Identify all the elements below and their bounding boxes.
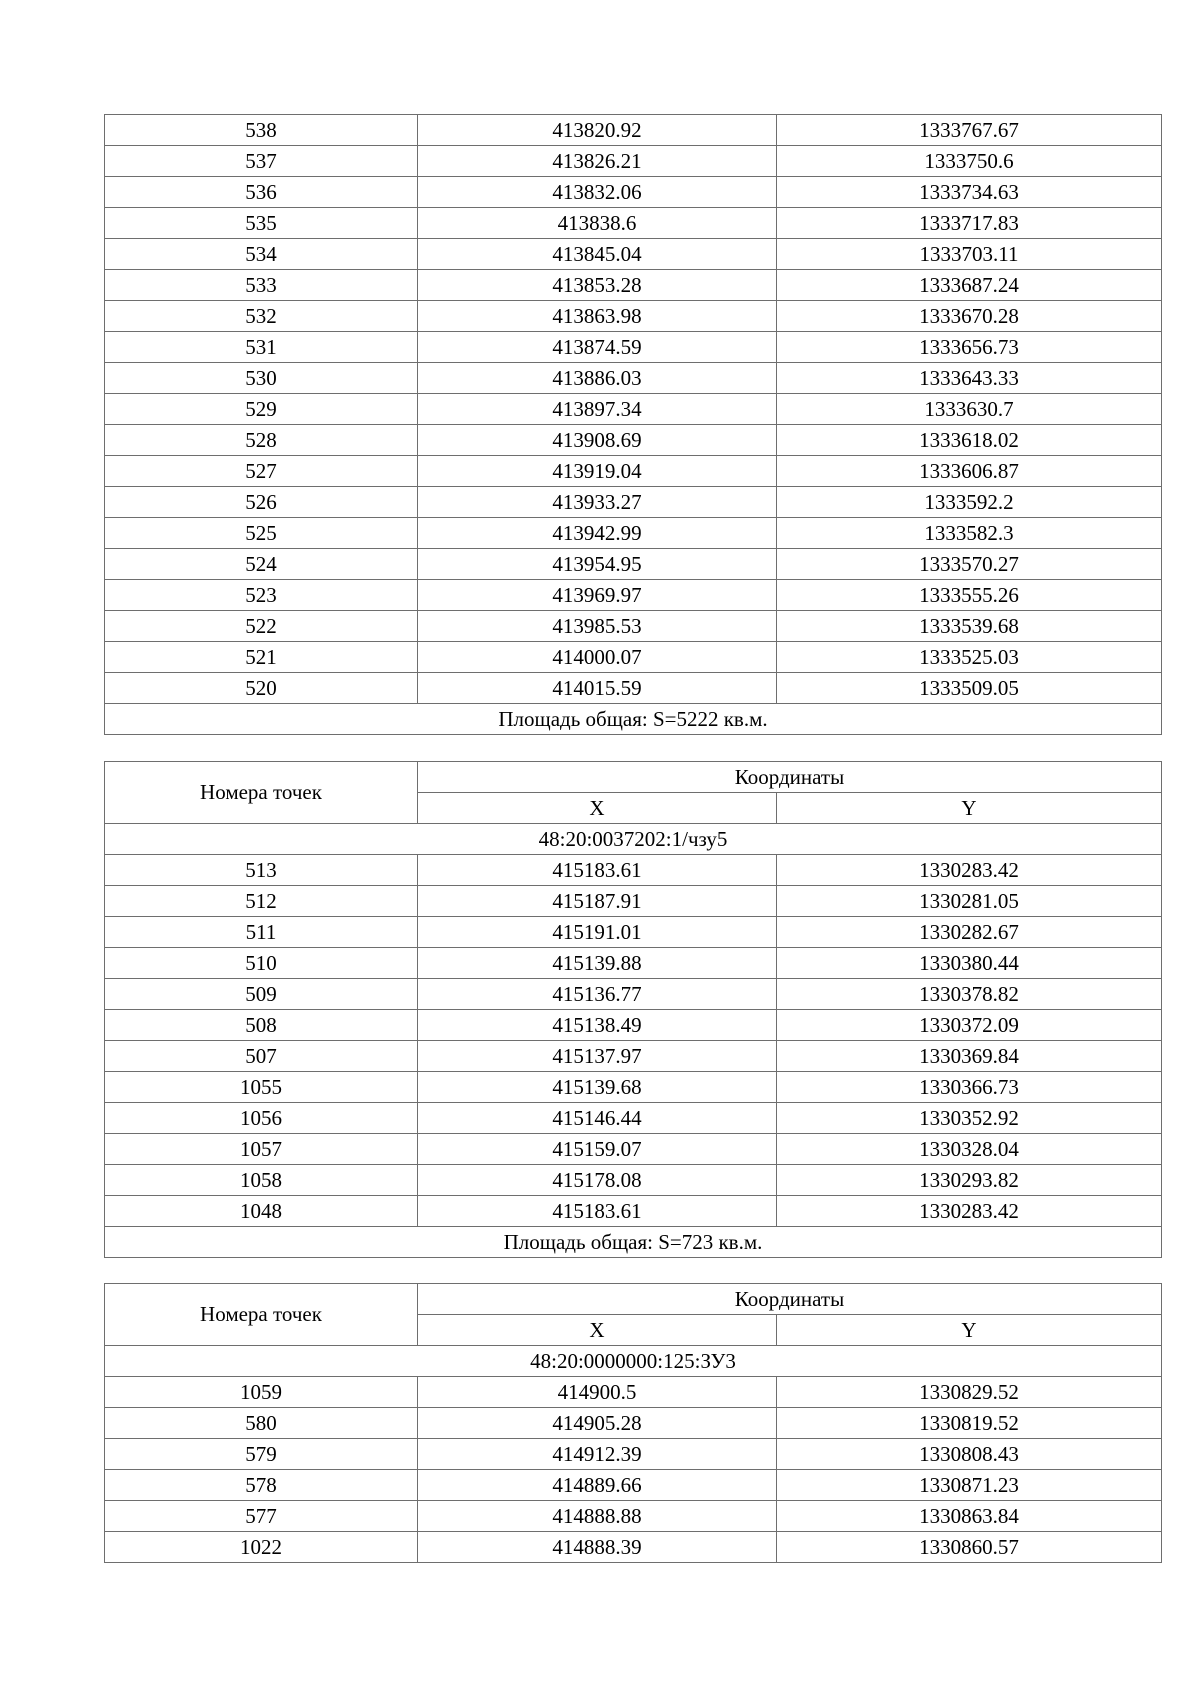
coord-x: 415178.08 xyxy=(418,1165,777,1196)
coord-x: 413969.97 xyxy=(418,580,777,611)
coord-x: 414888.39 xyxy=(418,1532,777,1563)
table-row xyxy=(105,917,1162,948)
table-1-total-row xyxy=(105,704,1162,735)
coord-x: 413954.95 xyxy=(418,549,777,580)
coord-y: 1333717.83 xyxy=(777,208,1162,239)
point-number: 537 xyxy=(105,146,418,177)
table-row xyxy=(105,580,1162,611)
coord-y: 1333606.87 xyxy=(777,456,1162,487)
point-number: 580 xyxy=(105,1408,418,1439)
coord-x: 415137.97 xyxy=(418,1041,777,1072)
coord-y: 1330283.42 xyxy=(777,855,1162,886)
table-3-header-row xyxy=(105,1284,1162,1315)
coord-x: 413985.53 xyxy=(418,611,777,642)
coord-x: 413919.04 xyxy=(418,456,777,487)
header-coordinates: Координаты xyxy=(418,762,1162,793)
coord-y: 1330829.52 xyxy=(777,1377,1162,1408)
table-2-total-row xyxy=(105,1227,1162,1258)
table-row xyxy=(105,979,1162,1010)
header-point-numbers: Номера точек xyxy=(105,1284,418,1346)
table-row xyxy=(105,177,1162,208)
point-number: 513 xyxy=(105,855,418,886)
coord-y: 1333555.26 xyxy=(777,580,1162,611)
point-number: 522 xyxy=(105,611,418,642)
coord-y: 1333750.6 xyxy=(777,146,1162,177)
table-row xyxy=(105,673,1162,704)
coord-y: 1333767.67 xyxy=(777,115,1162,146)
coord-y: 1330819.52 xyxy=(777,1408,1162,1439)
point-number: 1059 xyxy=(105,1377,418,1408)
point-number: 1048 xyxy=(105,1196,418,1227)
point-number: 1055 xyxy=(105,1072,418,1103)
point-number: 577 xyxy=(105,1501,418,1532)
coord-x: 413832.06 xyxy=(418,177,777,208)
coord-y: 1333570.27 xyxy=(777,549,1162,580)
coord-x: 414888.88 xyxy=(418,1501,777,1532)
coord-x: 415159.07 xyxy=(418,1134,777,1165)
header-point-numbers: Номера точек xyxy=(105,762,418,824)
table-2-body xyxy=(105,855,1162,1227)
coord-x: 413886.03 xyxy=(418,363,777,394)
point-number: 525 xyxy=(105,518,418,549)
coord-y: 1333656.73 xyxy=(777,332,1162,363)
table-2-header-row xyxy=(105,762,1162,793)
coord-x: 415187.91 xyxy=(418,886,777,917)
coord-x: 413933.27 xyxy=(418,487,777,518)
coord-x: 413863.98 xyxy=(418,301,777,332)
coord-y: 1330281.05 xyxy=(777,886,1162,917)
table-row xyxy=(105,208,1162,239)
coord-y: 1330863.84 xyxy=(777,1501,1162,1532)
point-number: 531 xyxy=(105,332,418,363)
area-total: Площадь общая: S=5222 кв.м. xyxy=(105,704,1162,735)
coordinates-table-1 xyxy=(104,114,1162,735)
point-number: 1058 xyxy=(105,1165,418,1196)
point-number: 535 xyxy=(105,208,418,239)
coord-x: 415183.61 xyxy=(418,855,777,886)
coord-x: 415191.01 xyxy=(418,917,777,948)
coord-x: 414900.5 xyxy=(418,1377,777,1408)
coord-x: 413908.69 xyxy=(418,425,777,456)
point-number: 510 xyxy=(105,948,418,979)
coord-y: 1333687.24 xyxy=(777,270,1162,301)
point-number: 521 xyxy=(105,642,418,673)
coord-x: 415139.68 xyxy=(418,1072,777,1103)
table-row xyxy=(105,146,1162,177)
parcel-number: 48:20:0000000:125:ЗУ3 xyxy=(105,1346,1162,1377)
coord-y: 1330352.92 xyxy=(777,1103,1162,1134)
point-number: 579 xyxy=(105,1439,418,1470)
table-row xyxy=(105,1377,1162,1408)
table-row xyxy=(105,394,1162,425)
table-row xyxy=(105,487,1162,518)
point-number: 509 xyxy=(105,979,418,1010)
table-row xyxy=(105,1196,1162,1227)
coord-x: 414000.07 xyxy=(418,642,777,673)
point-number: 530 xyxy=(105,363,418,394)
coord-x: 413897.34 xyxy=(418,394,777,425)
table-row xyxy=(105,1072,1162,1103)
coord-x: 415146.44 xyxy=(418,1103,777,1134)
table-row xyxy=(105,1470,1162,1501)
coord-y: 1330860.57 xyxy=(777,1532,1162,1563)
table-2-parcel-row xyxy=(105,824,1162,855)
coord-x: 413838.6 xyxy=(418,208,777,239)
coord-y: 1333509.05 xyxy=(777,673,1162,704)
coord-x: 413826.21 xyxy=(418,146,777,177)
table-row xyxy=(105,518,1162,549)
table-3-body xyxy=(105,1377,1162,1563)
coord-y: 1330871.23 xyxy=(777,1470,1162,1501)
table-row xyxy=(105,1501,1162,1532)
coord-y: 1333582.3 xyxy=(777,518,1162,549)
point-number: 533 xyxy=(105,270,418,301)
header-y: Y xyxy=(777,793,1162,824)
point-number: 523 xyxy=(105,580,418,611)
point-number: 511 xyxy=(105,917,418,948)
table-row xyxy=(105,886,1162,917)
coord-y: 1330808.43 xyxy=(777,1439,1162,1470)
table-row xyxy=(105,1103,1162,1134)
parcel-number: 48:20:0037202:1/чзу5 xyxy=(105,824,1162,855)
coord-y: 1330378.82 xyxy=(777,979,1162,1010)
coord-y: 1330372.09 xyxy=(777,1010,1162,1041)
coord-y: 1330369.84 xyxy=(777,1041,1162,1072)
table-row xyxy=(105,239,1162,270)
table-row xyxy=(105,301,1162,332)
coord-x: 413874.59 xyxy=(418,332,777,363)
coord-x: 415139.88 xyxy=(418,948,777,979)
point-number: 1056 xyxy=(105,1103,418,1134)
coord-y: 1333703.11 xyxy=(777,239,1162,270)
coord-x: 413845.04 xyxy=(418,239,777,270)
point-number: 534 xyxy=(105,239,418,270)
table-row xyxy=(105,270,1162,301)
document-page xyxy=(104,114,1161,1563)
coord-y: 1333539.68 xyxy=(777,611,1162,642)
point-number: 512 xyxy=(105,886,418,917)
point-number: 520 xyxy=(105,673,418,704)
table-row xyxy=(105,948,1162,979)
table-row xyxy=(105,1439,1162,1470)
header-y: Y xyxy=(777,1315,1162,1346)
table-row xyxy=(105,611,1162,642)
point-number: 528 xyxy=(105,425,418,456)
point-number: 1057 xyxy=(105,1134,418,1165)
coord-y: 1330366.73 xyxy=(777,1072,1162,1103)
point-number: 578 xyxy=(105,1470,418,1501)
coord-x: 415136.77 xyxy=(418,979,777,1010)
point-number: 526 xyxy=(105,487,418,518)
table-row xyxy=(105,1010,1162,1041)
coord-y: 1333525.03 xyxy=(777,642,1162,673)
point-number: 1022 xyxy=(105,1532,418,1563)
point-number: 536 xyxy=(105,177,418,208)
coordinates-table-3 xyxy=(104,1283,1162,1563)
coord-y: 1330380.44 xyxy=(777,948,1162,979)
point-number: 527 xyxy=(105,456,418,487)
coordinates-table-2 xyxy=(104,761,1162,1258)
point-number: 529 xyxy=(105,394,418,425)
point-number: 538 xyxy=(105,115,418,146)
coord-y: 1330283.42 xyxy=(777,1196,1162,1227)
coord-x: 413942.99 xyxy=(418,518,777,549)
point-number: 524 xyxy=(105,549,418,580)
table-row xyxy=(105,115,1162,146)
table-row xyxy=(105,363,1162,394)
table-row xyxy=(105,1408,1162,1439)
coord-y: 1333670.28 xyxy=(777,301,1162,332)
coord-y: 1330328.04 xyxy=(777,1134,1162,1165)
coord-y: 1333592.2 xyxy=(777,487,1162,518)
coord-y: 1333630.7 xyxy=(777,394,1162,425)
coord-y: 1330282.67 xyxy=(777,917,1162,948)
table-row xyxy=(105,456,1162,487)
coord-x: 414905.28 xyxy=(418,1408,777,1439)
header-x: X xyxy=(418,1315,777,1346)
table-row xyxy=(105,549,1162,580)
point-number: 507 xyxy=(105,1041,418,1072)
coord-y: 1333618.02 xyxy=(777,425,1162,456)
table-row xyxy=(105,1165,1162,1196)
table-3-parcel-row xyxy=(105,1346,1162,1377)
table-row xyxy=(105,1041,1162,1072)
coord-x: 415183.61 xyxy=(418,1196,777,1227)
table-row xyxy=(105,642,1162,673)
table-row xyxy=(105,855,1162,886)
table-row xyxy=(105,1134,1162,1165)
coord-y: 1330293.82 xyxy=(777,1165,1162,1196)
header-coordinates: Координаты xyxy=(418,1284,1162,1315)
coord-x: 414889.66 xyxy=(418,1470,777,1501)
coord-y: 1333734.63 xyxy=(777,177,1162,208)
table-row xyxy=(105,1532,1162,1563)
coord-x: 413820.92 xyxy=(418,115,777,146)
table-1-body xyxy=(105,115,1162,704)
table-row xyxy=(105,425,1162,456)
coord-x: 415138.49 xyxy=(418,1010,777,1041)
point-number: 532 xyxy=(105,301,418,332)
coord-x: 414912.39 xyxy=(418,1439,777,1470)
area-total: Площадь общая: S=723 кв.м. xyxy=(105,1227,1162,1258)
header-x: X xyxy=(418,793,777,824)
point-number: 508 xyxy=(105,1010,418,1041)
coord-x: 414015.59 xyxy=(418,673,777,704)
table-row xyxy=(105,332,1162,363)
coord-y: 1333643.33 xyxy=(777,363,1162,394)
coord-x: 413853.28 xyxy=(418,270,777,301)
